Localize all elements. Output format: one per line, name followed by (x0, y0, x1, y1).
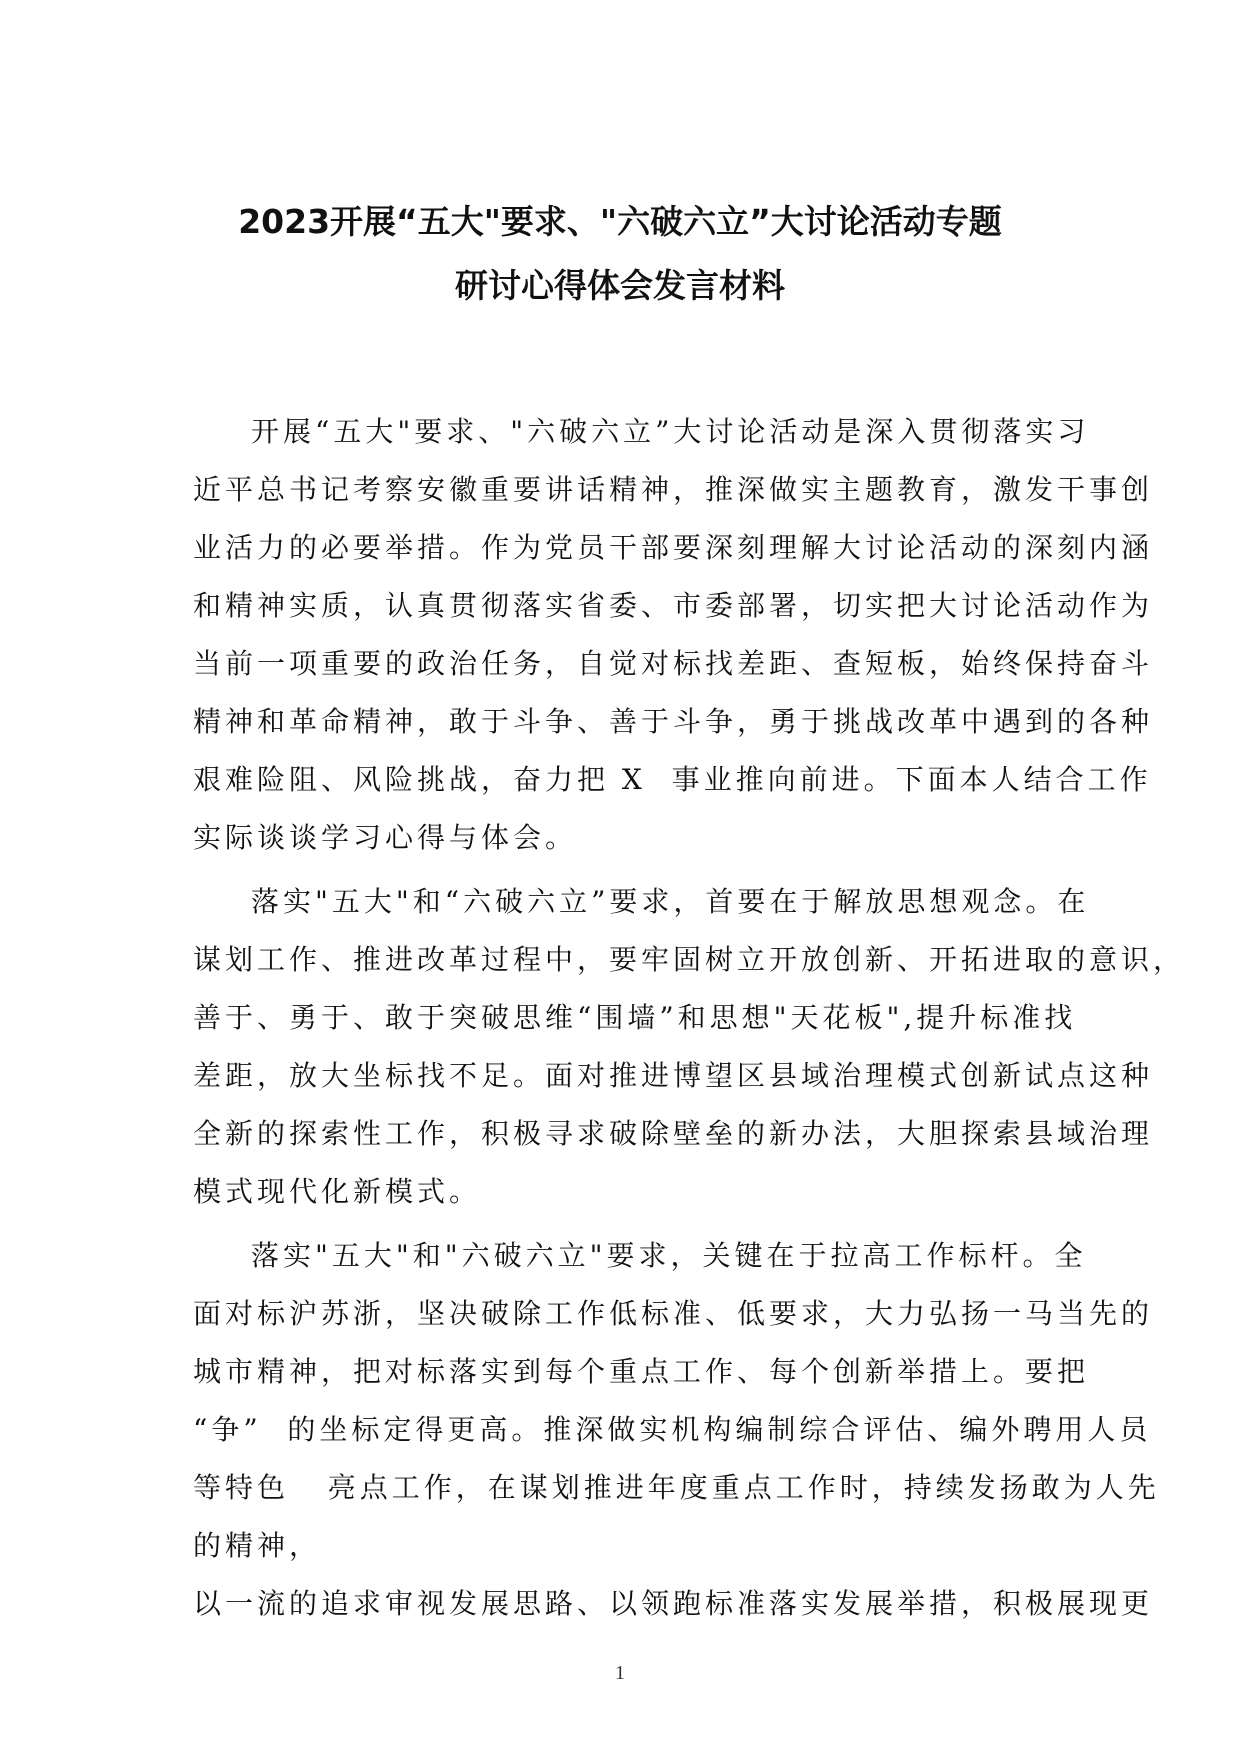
paragraph-1-line-5: 当前一项重要的政治任务，自觉对标找差距、查短板，始终保持奋斗 (193, 647, 1154, 680)
paragraph-2-line-4: 差距，放大坐标找不足。面对推进博望区县域治理模式创新试点这种 (193, 1059, 1154, 1092)
paragraph-3-line-2: 面对标沪苏浙，坚决破除工作低标准、低要求，大力弘扬一马当先的 (193, 1297, 1154, 1330)
paragraph-2-line-3: 善于、勇于、敢于突破思维“围墙”和思想"天花板",提升标准找 (193, 1001, 1077, 1034)
paragraph-3-line-5: 等特色 亮点工作，在谋划推进年度重点工作时，持续发扬敢为人先 (193, 1471, 1160, 1504)
document-title-line-2: 研讨心得体会发言材料 (455, 266, 785, 305)
paragraph-1-line-7: 艰难险阻、风险挑战，奋力把 X 事业推向前进。下面本人结合工作 (193, 763, 1152, 796)
paragraph-2-line-5: 全新的探索性工作，积极寻求破除壁垒的新办法，大胆探索县域治理 (193, 1117, 1154, 1150)
paragraph-1-line-2: 近平总书记考察安徽重要讲话精神，推深做实主题教育，激发干事创 (193, 473, 1154, 506)
paragraph-3-line-3: 城市精神，把对标落实到每个重点工作、每个创新举措上。要把 (193, 1355, 1090, 1388)
paragraph-1-line-1: 开展“五大"要求、"六破六立”大讨论活动是深入贯彻落实习 (251, 415, 1090, 448)
paragraph-3-line-4: “争” 的坐标定得更高。推深做实机构编制综合评估、编外聘用人员 (193, 1413, 1152, 1446)
paragraph-1-line-8: 实际谈谈学习心得与体会。 (193, 821, 578, 854)
page-number: 1 (615, 1662, 625, 1684)
paragraph-3-line-6: 的精神， (193, 1529, 322, 1562)
paragraph-1-line-3: 业活力的必要举措。作为党员干部要深刻理解大讨论活动的深刻内涵 (193, 531, 1154, 564)
paragraph-2-line-6: 模式现代化新模式。 (193, 1175, 482, 1208)
paragraph-3-line-7: 以一流的追求审视发展思路、以领跑标准落实发展举措，积极展现更 (193, 1587, 1154, 1620)
paragraph-2-line-1: 落实"五大"和“六破六立”要求，首要在于解放思想观念。在 (251, 885, 1090, 918)
paragraph-1-line-6: 精神和革命精神，敢于斗争、善于斗争，勇于挑战改革中遇到的各种 (193, 705, 1154, 738)
paragraph-1-line-4: 和精神实质，认真贯彻落实省委、市委部署，切实把大讨论活动作为 (193, 589, 1154, 622)
document-title-line-1: 2023开展“五大"要求、"六破六立”大讨论活动专题 (238, 202, 1002, 241)
paragraph-3-line-1: 落实"五大"和"六破六立"要求，关键在于拉高工作标杆。全 (251, 1239, 1087, 1272)
paragraph-2-line-2: 谋划工作、推进改革过程中，要牢固树立开放创新、开拓进取的意识， (193, 943, 1186, 976)
